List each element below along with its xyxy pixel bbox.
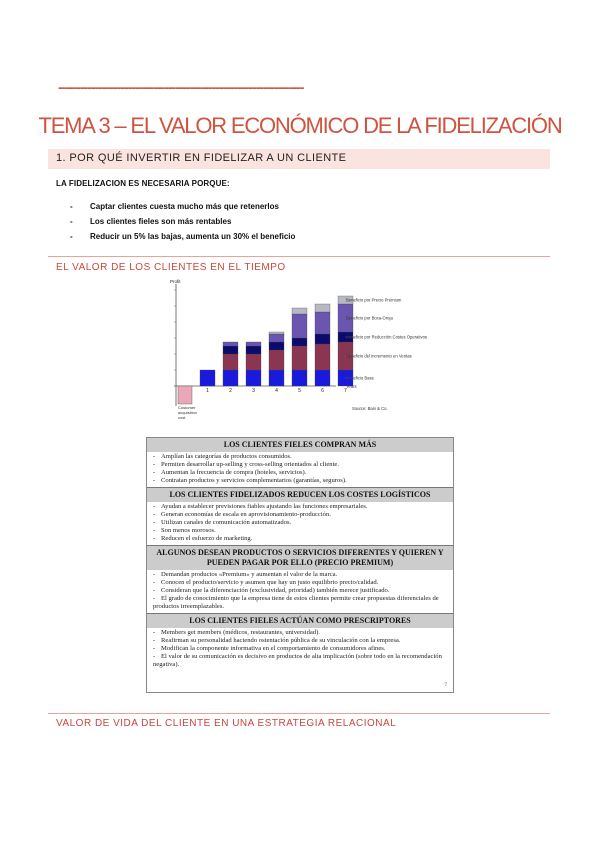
table-section-list	[147, 452, 453, 487]
table-item: - Consideran que la diferenciación (exclusividad, prioridad) también merece justificado.	[153, 587, 390, 594]
page-title: TEMA 3 – EL VALOR ECONÓMICO DE LA FIDELIZACIÓN	[38, 113, 562, 138]
acquisition-cost-label-line: cost	[178, 415, 186, 420]
bar-segment	[292, 346, 307, 370]
section-heading-band	[48, 149, 550, 169]
table-item-dash: -	[153, 527, 156, 534]
acquisition-cost-label-line: Customer	[178, 405, 196, 410]
acquisition-cost-label-line: acquisition	[178, 410, 197, 415]
x-tick-label: 6	[321, 388, 324, 394]
table-page-number: 7	[444, 683, 447, 688]
bullet-list	[70, 199, 295, 244]
list-item: - Los clientes fieles son más rentables	[70, 214, 295, 229]
x-tick-label: 5	[298, 388, 301, 394]
bullet-dash: -	[70, 217, 73, 226]
table-item: - Generan economías de escala en aprovisionamiento-producción.	[153, 511, 331, 518]
section-heading: 1. POR QUÉ INVERTIR EN FIDELIZAR A UN CLIENTE	[56, 152, 347, 164]
x-tick-label: 2	[229, 388, 232, 394]
table-item: - El valor de su comunicación es decisivo en productos de alta implicación (sobre todo en la recomendación negativa).	[153, 653, 442, 668]
list-item: - Reducir un 5% las bajas, aumenta un 30% el beneficio	[70, 229, 295, 244]
table-item-dash: -	[153, 535, 156, 542]
table-section-title: LOS CLIENTES FIELES ACTÚAN COMO PRESCRIPTORES	[147, 613, 453, 628]
bars-group	[178, 296, 353, 404]
table-item-dash: -	[153, 461, 156, 468]
x-axis-label: Years	[346, 384, 357, 389]
bar-segment	[269, 334, 284, 342]
bar-segment	[269, 342, 284, 350]
table-item: - Modifican la componente informativa en el comportamiento de consumidores afines.	[153, 645, 386, 652]
table-item-dash: -	[153, 579, 156, 586]
table-item: - El grado de conocimiento que la empresa tiene de estos clientes permite crear propuestas diferenciales de productos irreemplazables.	[153, 595, 439, 610]
bullet-dash: -	[70, 202, 73, 211]
table-item-dash: -	[153, 637, 156, 644]
table-item-dash: -	[153, 519, 156, 526]
bar-segment	[269, 370, 284, 386]
table-item: - Ayudan a establecer previsiones fiables ajustando las funciones empresariales.	[153, 503, 368, 510]
bullet-dash: -	[70, 232, 73, 241]
divider	[48, 713, 550, 714]
table-section-title: LOS CLIENTES FIDELIZADOS REDUCEN LOS COSTES LOGÍSTICOS	[147, 487, 453, 502]
x-tick-labels	[206, 388, 347, 394]
legend-entry: Beneficio por Reducción Costes Operativos	[346, 334, 427, 340]
table-item: - Utilizan canales de comunicación automatizados.	[153, 519, 292, 526]
table-item: - Amplían las categorías de productos consumidos.	[153, 453, 292, 460]
bar-segment	[269, 332, 284, 334]
legend-entry: Beneficio por Precio Premium	[346, 297, 402, 303]
bar-segment	[315, 312, 330, 334]
bar-segment	[269, 350, 284, 370]
bar-segment	[246, 342, 261, 346]
bar-segment	[315, 370, 330, 386]
table-section-title: ALGUNOS DESEAN PRODUCTOS O SERVICIOS DIFERENTES Y QUIEREN Y PUEDEN PAGAR POR ELLO (PRECIO PREMIUM)	[147, 545, 453, 570]
table-item: - Contratan productos y servicios complementarios (garantías, seguros).	[153, 477, 347, 484]
table-item: - Reducen el esfuerzo de marketing.	[153, 535, 253, 542]
legend-entry: Beneficio por Boca-Oreja	[346, 315, 393, 321]
x-tick-label: 1	[206, 388, 209, 394]
bar-segment	[223, 342, 238, 346]
subsection-heading: VALOR DE VIDA DEL CLIENTE EN UNA ESTRATEGIA RELACIONAL	[56, 718, 397, 729]
table-item-dash: -	[153, 629, 156, 636]
table-item: - Permiten desarrollar up-selling y cross-selling orientados al cliente.	[153, 461, 339, 468]
bar-segment	[223, 370, 238, 386]
table-item-dash: -	[153, 587, 156, 594]
table-item-dash: -	[153, 511, 156, 518]
bar-segment	[292, 338, 307, 346]
table-body	[147, 438, 453, 671]
table-section-list	[147, 628, 453, 671]
bar-acquisition-cost	[178, 386, 192, 404]
table-item-dash: -	[153, 453, 156, 460]
chart-source: Source: Bain & Co.	[352, 406, 388, 411]
lead-text: LA FIDELIZACION ES NECESARIA PORQUE:	[56, 179, 230, 188]
table-item: - Aumentan la frecuencia de compra (hoteles, servicios).	[153, 469, 307, 476]
table-item-dash: -	[153, 653, 156, 660]
table-item: - Son menos morosos.	[153, 527, 216, 534]
x-tick-label: 7	[344, 388, 347, 394]
x-tick-label: 4	[275, 388, 278, 394]
table-item: - Reafirman su personalidad haciendo ostentación pública de su vinculación con la empresa.	[153, 637, 401, 644]
bar-segment	[292, 370, 307, 386]
table-section-title: LOS CLIENTES FIELES COMPRAN MÁS	[147, 438, 453, 452]
table-item: - Conocen el producto/servicio y asumen que hay un justo equilibrio precio/calidad.	[153, 579, 379, 586]
bar-segment	[223, 346, 238, 354]
info-table	[146, 437, 454, 693]
legend-entry: Beneficio del incremento en Ventas	[346, 353, 412, 359]
profit-chart	[150, 278, 450, 426]
table-item-dash: -	[153, 469, 156, 476]
subsection-heading: EL VALOR DE LOS CLIENTES EN EL TIEMPO	[56, 262, 286, 273]
table-item: - Members get members (médicos, restaurantes, universidad).	[153, 629, 320, 636]
bar-segment	[315, 334, 330, 344]
table-item: - Demandan productos «Premium» y aumentan el valor de la marca.	[153, 571, 338, 578]
bar-segment	[200, 370, 215, 386]
divider	[48, 256, 550, 257]
y-axis-label: Profit	[170, 279, 181, 284]
table-item-dash: -	[153, 477, 156, 484]
bar-segment	[315, 344, 330, 370]
table-item-dash: -	[153, 645, 156, 652]
table-item-dash: -	[153, 595, 156, 602]
legend-entry: Beneficio Base	[346, 375, 374, 381]
bar-segment	[292, 308, 307, 314]
legend-group	[345, 298, 427, 390]
bar-segment	[292, 314, 307, 338]
list-item: - Captar clientes cuesta mucho más que retenerlos	[70, 199, 295, 214]
table-item-dash: -	[153, 571, 156, 578]
table-section-list	[147, 570, 453, 613]
table-item-dash: -	[153, 503, 156, 510]
bar-segment	[246, 346, 261, 354]
decorative-dashed-line: -------------------------------------------------------------------	[58, 80, 304, 94]
acquisition-cost-label	[178, 405, 198, 420]
table-section-list	[147, 502, 453, 545]
bar-segment	[246, 354, 261, 370]
bar-segment	[246, 370, 261, 386]
x-tick-label: 3	[252, 388, 255, 394]
bar-segment	[223, 354, 238, 370]
bar-segment	[315, 304, 330, 312]
